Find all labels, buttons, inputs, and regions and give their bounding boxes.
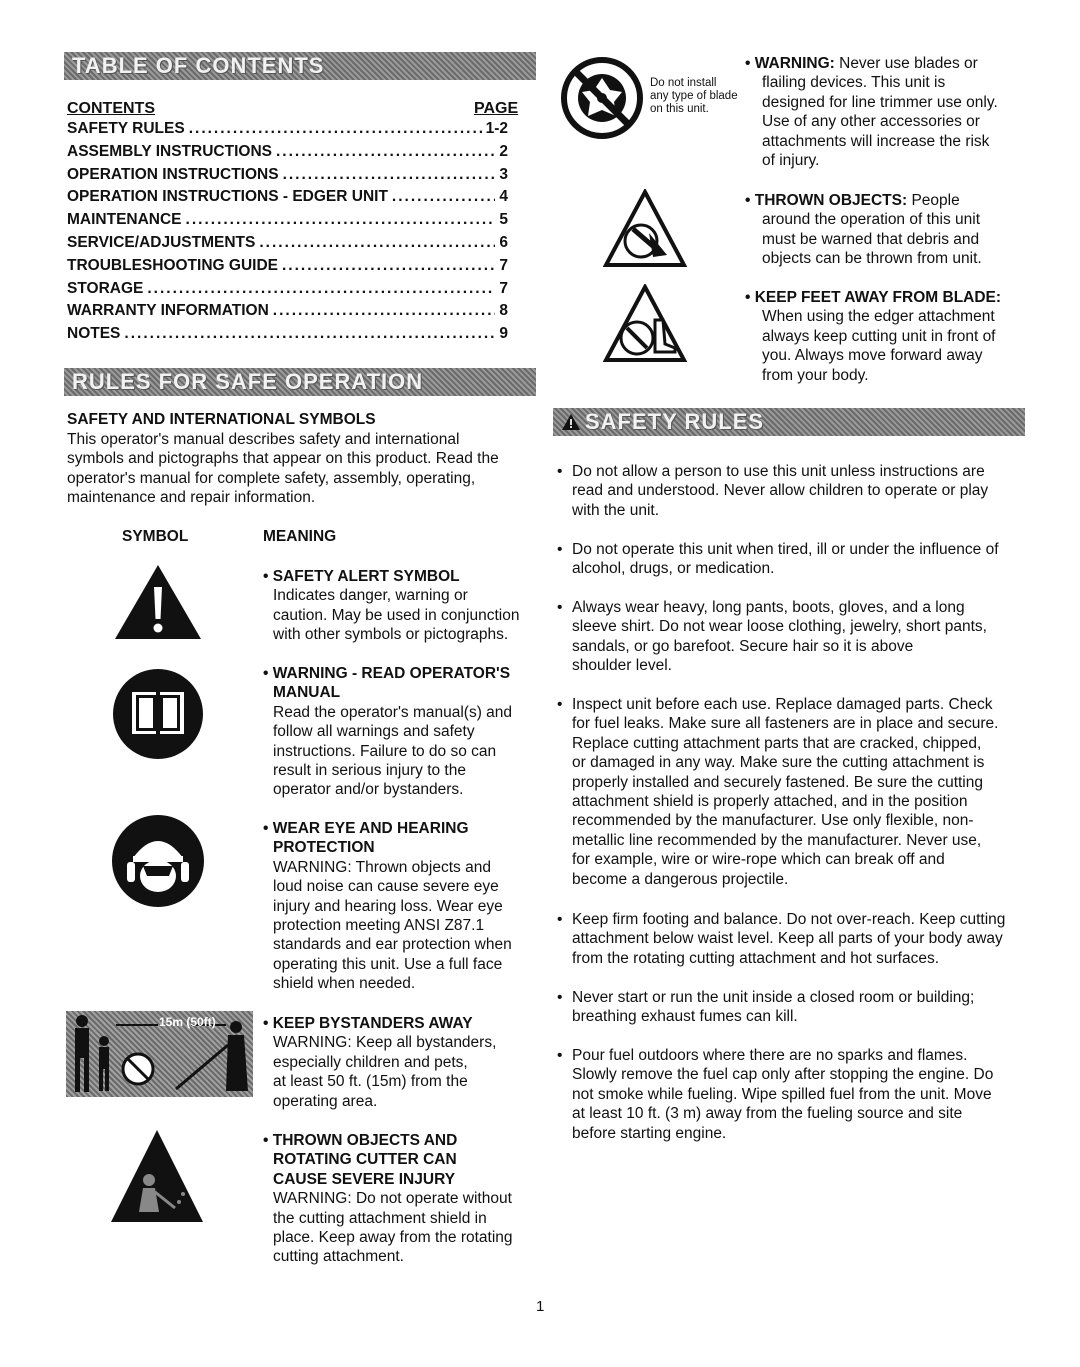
symbol-title: CAUSE SEVERE INJURY: [273, 1170, 456, 1188]
toc-entry-title: TROUBLESHOOTING GUIDE: [67, 257, 278, 274]
toc-entry-page: 6: [499, 234, 508, 251]
symbol-desc: [263, 703, 535, 800]
bullet: •: [557, 541, 563, 558]
toc-entry-title: MAINTENANCE: [67, 211, 182, 228]
page-number: 1: [536, 1298, 545, 1315]
toc-entry: [67, 166, 508, 188]
desc-line: with other symbols or pictographs.: [273, 626, 509, 644]
safety-rule-item: [557, 988, 1027, 1027]
rule-line: at least 10 ft. (3 m) away from the fueling source and site: [572, 1105, 963, 1123]
symbol-desc: [263, 858, 535, 994]
desc-line: standards and ear protection when: [273, 936, 512, 954]
rule-line: for example, wire or wire-rope which can break off and: [572, 851, 945, 869]
rule-line: sleeve shirt. Do not wear loose clothing, jewelry, short pants,: [572, 618, 987, 636]
toc-entry-title: NOTES: [67, 325, 121, 342]
rule-line: with the unit.: [572, 501, 660, 519]
thrown-objects-people-icon: [603, 189, 687, 269]
symbol-desc: [263, 586, 535, 644]
desc-line: especially children and pets,: [273, 1053, 468, 1071]
toc-leader-dots: [124, 325, 495, 343]
rules-banner: RULES FOR SAFE OPERATION: [64, 368, 536, 396]
rule-line: recommended by the manufacturer. Use only flexible, non-: [572, 812, 974, 830]
desc-line: objects can be thrown from unit.: [762, 250, 982, 268]
symbol-title: • WARNING - READ OPERATOR'S: [263, 665, 511, 682]
safety-rule-item: [557, 540, 1027, 579]
toc-leader-dots: [276, 143, 495, 161]
safety-rule-text: [572, 462, 1027, 520]
safety-rule-text: [572, 910, 1027, 968]
toc-leader-dots: [186, 211, 496, 229]
desc-line: protection meeting ANSI Z87.1: [273, 917, 485, 935]
toc-entry-page: 1-2: [485, 120, 508, 137]
intro-line: This operator's manual describes safety and international: [67, 431, 460, 448]
rule-line: become a dangerous projectile.: [572, 870, 789, 888]
toc-entry-page: 5: [499, 211, 508, 228]
symbol-title: • SAFETY ALERT SYMBOL: [263, 568, 460, 585]
item-title: • KEEP FEET AWAY FROM BLADE:: [745, 289, 1002, 306]
safety-rule-text: [572, 1046, 1027, 1143]
bullet: •: [557, 989, 563, 1006]
symbol-desc: [263, 1033, 535, 1111]
rule-line: Always wear heavy, long pants, boots, gloves, and a long: [572, 599, 965, 616]
rule-line: alcohol, drugs, or medication.: [572, 560, 775, 578]
symbol-title: • THROWN OBJECTS AND: [263, 1132, 458, 1149]
safety-rule-text: [572, 988, 1027, 1027]
safety-rule-item: [557, 462, 1027, 520]
rule-line: shoulder level.: [572, 657, 672, 675]
safety-rules-banner-label: SAFETY RULES: [585, 409, 765, 434]
rule-line: Slowly remove the fuel cap only after stopping the engine. Do: [572, 1066, 994, 1084]
desc-line: operating area.: [273, 1092, 378, 1110]
rule-line: Replace cutting attachment parts that are cracked, chipped,: [572, 734, 982, 752]
safety-rule-text: [572, 540, 1027, 579]
toc-entry-page: 2: [499, 143, 508, 160]
warning-blades-item: [745, 54, 1025, 170]
no-blade-icon: [560, 56, 644, 140]
toc-entry: [67, 188, 508, 210]
symbol-title: • KEEP BYSTANDERS AWAY: [263, 1015, 473, 1032]
symbol-bystanders: [263, 1014, 535, 1111]
desc-line: operating this unit. Use a full face: [273, 955, 503, 973]
toc-entry-page: 4: [499, 188, 508, 205]
symbol-title: PROTECTION: [273, 839, 375, 857]
rule-line: Pour fuel outdoors where there are no sparks and flames.: [572, 1047, 968, 1064]
bullet: •: [557, 1047, 563, 1064]
desc-line: Use of any other accessories or: [762, 113, 980, 131]
safety-alert-icon: [561, 413, 581, 431]
rule-line: Inspect unit before each use. Replace damaged parts. Check: [572, 696, 993, 713]
keep-feet-away-item: [745, 288, 1025, 385]
toc-entry: [67, 325, 508, 347]
symbol-eye-hearing: [263, 819, 535, 994]
toc-entry-page: 3: [499, 166, 508, 183]
toc-entry-title: OPERATION INSTRUCTIONS - EDGER UNIT: [67, 188, 388, 205]
caption-line: on this unit.: [650, 103, 709, 115]
toc-entry-title: SAFETY RULES: [67, 120, 185, 137]
symbols-intro: [67, 430, 537, 508]
desc-line: attachments will increase the risk: [762, 132, 990, 150]
safety-rule-item: [557, 695, 1027, 889]
desc-line: cutting attachment.: [273, 1248, 404, 1266]
keep-feet-away-icon: [603, 284, 687, 364]
desc-line: you. Always move forward away: [762, 347, 983, 365]
no-blade-caption: [650, 77, 738, 116]
toc-banner: TABLE OF CONTENTS: [64, 52, 536, 80]
toc-entry-page: 9: [499, 325, 508, 342]
desc-line: WARNING: Thrown objects and: [273, 858, 491, 876]
rule-line: Do not operate this unit when tired, ill or under the influence of: [572, 541, 999, 558]
toc-leader-dots: [282, 257, 495, 275]
bullet: •: [557, 463, 563, 480]
toc-leader-dots: [259, 234, 495, 252]
desc-line: flailing devices. This unit is: [762, 74, 946, 92]
item-title: • WARNING:: [745, 55, 835, 72]
toc-entry-title: ASSEMBLY INSTRUCTIONS: [67, 143, 272, 160]
rule-line: sandals, or go barefoot. Secure hair so it is above: [572, 637, 914, 655]
toc-entry: [67, 280, 508, 302]
toc-page-label: PAGE: [474, 100, 519, 117]
intro-line: symbols and pictographs that appear on this product. Read the: [67, 450, 499, 468]
desc-line: designed for line trimmer use only.: [762, 93, 998, 111]
item-desc: [745, 210, 1025, 268]
rule-line: breathing exhaust fumes can kill.: [572, 1008, 798, 1026]
rule-line: from the rotating cutting attachment and hot surfaces.: [572, 949, 940, 967]
desc-line: Indicates danger, warning or: [273, 587, 468, 605]
desc-line: instructions. Failure to do so can: [273, 742, 497, 760]
desc-line: from your body.: [762, 366, 869, 384]
toc-entry-title: SERVICE/ADJUSTMENTS: [67, 234, 256, 251]
desc-line: place. Keep away from the rotating: [273, 1229, 513, 1247]
desc-line: WARNING: Do not operate without: [273, 1190, 512, 1208]
desc-line: follow all warnings and safety: [273, 723, 475, 741]
rule-line: attachment shield is properly attached, and in the position: [572, 793, 968, 811]
item-title-rest: People: [907, 192, 960, 209]
toc-entry: [67, 120, 508, 142]
item-title: • THROWN OBJECTS:: [745, 192, 908, 209]
toc-leader-dots: [147, 280, 495, 298]
rule-line: before starting engine.: [572, 1124, 727, 1142]
desc-line: always keep cutting unit in front of: [762, 327, 996, 345]
safety-rule-item: [557, 598, 1027, 676]
safety-rules-banner: [553, 408, 1025, 436]
col-symbol-header: SYMBOL: [122, 528, 189, 545]
safety-rule-text: [572, 598, 1027, 676]
symbol-title: MANUAL: [273, 684, 341, 702]
caption-line: Do not install: [650, 77, 717, 89]
toc-leader-dots: [283, 166, 496, 184]
symbol-desc: [263, 1189, 535, 1267]
desc-line: injury and hearing loss. Wear eye: [273, 897, 503, 915]
toc-entry: [67, 211, 508, 233]
desc-line: result in serious injury to the: [273, 762, 466, 780]
desc-line: around the operation of this unit: [762, 211, 981, 229]
toc-entry-title: STORAGE: [67, 280, 144, 297]
safety-rule-text: [572, 695, 1027, 889]
toc-entry: [67, 302, 508, 324]
intro-line: operator's manual for complete safety, assembly, operating,: [67, 469, 476, 487]
desc-line: at least 50 ft. (15m) from the: [273, 1073, 468, 1091]
toc-entry-title: OPERATION INSTRUCTIONS: [67, 166, 279, 183]
rule-line: or damaged in any way. Make sure the cutting attachment is: [572, 754, 985, 772]
symbol-title: • WEAR EYE AND HEARING: [263, 820, 469, 837]
thrown-objects-item: [745, 191, 1025, 269]
desc-line: loud noise can cause severe eye: [273, 878, 499, 896]
toc-contents-label: CONTENTS: [67, 100, 155, 117]
safety-alert-triangle-icon: [113, 563, 203, 641]
toc-entry-page: 7: [499, 257, 508, 274]
desc-line: must be warned that debris and: [762, 230, 980, 248]
safety-rule-item: [557, 1046, 1027, 1143]
toc-entry-page: 8: [499, 302, 508, 319]
bullet: •: [557, 599, 563, 616]
bullet: •: [557, 911, 563, 928]
toc-entry-title: WARRANTY INFORMATION: [67, 302, 269, 319]
rule-line: for fuel leaks. Make sure all fasteners are in place and secure.: [572, 715, 999, 733]
desc-line: the cutting attachment shield in: [273, 1209, 487, 1227]
symbol-safety-alert: [263, 567, 535, 645]
rule-line: Keep firm footing and balance. Do not over-reach. Keep cutting: [572, 911, 1006, 928]
rule-line: Never start or run the unit inside a closed room or building;: [572, 989, 975, 1006]
toc-leader-dots: [392, 188, 495, 206]
desc-line: WARNING: Keep all bystanders,: [273, 1034, 497, 1052]
caption-line: any type of blade: [650, 90, 738, 102]
toc-entry: [67, 257, 508, 279]
rule-line: attachment below waist level. Keep all parts of your body away: [572, 930, 1003, 948]
desc-line: Read the operator's manual(s) and: [273, 703, 513, 721]
toc-entry: [67, 143, 508, 165]
desc-line: shield when needed.: [273, 975, 416, 993]
rule-line: properly installed and securely fastened. Be sure the cutting: [572, 773, 983, 791]
toc-leader-dots: [273, 302, 496, 320]
symbol-title: ROTATING CUTTER CAN: [273, 1151, 457, 1169]
bystander-distance-label: 15m (50ft): [159, 1015, 216, 1029]
bullet: •: [557, 696, 563, 713]
item-title-rest: Never use blades or: [834, 55, 978, 72]
item-desc: [745, 73, 1025, 170]
symbol-thrown-objects: [263, 1131, 535, 1267]
keep-bystanders-away-icon: [66, 1011, 253, 1097]
desc-line: operator and/or bystanders.: [273, 781, 464, 799]
read-manual-icon: [112, 668, 204, 760]
col-meaning-header: MEANING: [263, 528, 337, 545]
rule-line: read and understood. Never allow children to operate or play: [572, 482, 989, 500]
desc-line: When using the edger attachment: [762, 308, 995, 326]
intro-line: maintenance and repair information.: [67, 489, 316, 507]
thrown-objects-triangle-icon: [109, 1128, 205, 1224]
symbol-read-manual: [263, 664, 535, 800]
rule-line: metallic line recommended by the manufacturer. Never use,: [572, 831, 982, 849]
desc-line: caution. May be used in conjunction: [273, 606, 520, 624]
eye-ear-protection-icon: [111, 814, 205, 908]
item-desc: [745, 307, 1025, 385]
toc-entry-page: 7: [499, 280, 508, 297]
desc-line: of injury.: [762, 152, 820, 170]
toc-leader-dots: [189, 120, 482, 138]
toc-entry: [67, 234, 508, 256]
safety-rule-item: [557, 910, 1027, 968]
rule-line: Do not allow a person to use this unit unless instructions are: [572, 463, 985, 480]
symbols-heading: SAFETY AND INTERNATIONAL SYMBOLS: [67, 411, 376, 428]
rule-line: not smoke while fueling. Wipe spilled fuel from the unit. Move: [572, 1085, 992, 1103]
